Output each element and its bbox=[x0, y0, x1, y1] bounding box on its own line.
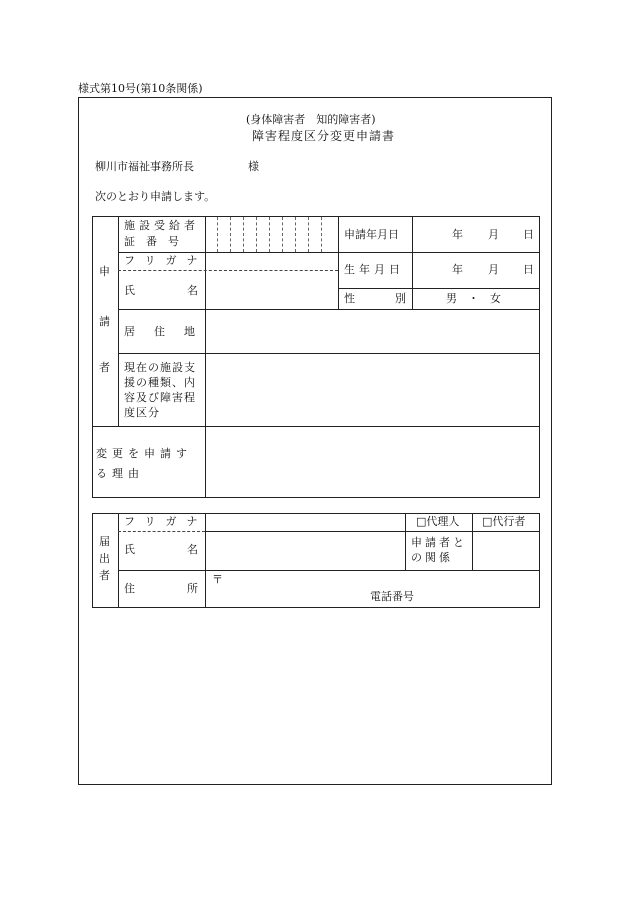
birth-month: 月 bbox=[488, 263, 499, 276]
apply-date-month: 月 bbox=[488, 228, 499, 241]
birth-label: 生年月日 bbox=[344, 263, 404, 276]
relation-label: 申請者との関係 bbox=[411, 536, 467, 564]
apply-date-day: 日 bbox=[523, 228, 534, 241]
phone-label: 電話番号 bbox=[370, 590, 414, 603]
applicant-side-label-1: 申 bbox=[99, 265, 110, 278]
address-label: 居 住 地 bbox=[124, 325, 199, 338]
addressee: 柳川市福祉事務所長 bbox=[95, 160, 194, 173]
reason-label: 変更を申請する理由 bbox=[96, 447, 192, 480]
apply-date-label: 申請年月日 bbox=[344, 228, 399, 241]
submitter-furigana-label: フリガナ bbox=[124, 515, 208, 528]
honorific: 様 bbox=[248, 160, 259, 173]
submitter-side-label-1: 届 bbox=[99, 535, 110, 548]
postal-mark: 〒 bbox=[212, 573, 223, 586]
gender-label: 性 別 bbox=[344, 292, 412, 305]
birth-year: 年 bbox=[452, 263, 463, 276]
submitter-name-label: 氏 名 bbox=[124, 543, 208, 556]
cert-label-line2: 証 番 号 bbox=[124, 235, 179, 248]
proxy-checkbox[interactable]: □代行者 bbox=[482, 515, 526, 528]
form-title: 障害程度区分変更申請書 bbox=[252, 129, 396, 143]
submitter-side-label-2: 出 bbox=[99, 552, 110, 565]
applicant-furigana-label: フリガナ bbox=[124, 254, 208, 267]
form-subtitle: (身体障害者 知的障害者) bbox=[246, 113, 376, 126]
apply-date-year: 年 bbox=[452, 228, 463, 241]
submitter-side-label-3: 者 bbox=[99, 569, 110, 582]
applicant-name-label: 氏 名 bbox=[124, 284, 208, 297]
applicant-side-label-3: 者 bbox=[99, 361, 110, 374]
cert-label-line1: 施設受給者 bbox=[124, 219, 199, 232]
current-support-label: 現在の施設支援の種類、内容及び障害程度区分 bbox=[124, 361, 196, 419]
birth-day: 日 bbox=[523, 263, 534, 276]
submitter-address-label: 住 所 bbox=[124, 582, 208, 595]
applicant-side-label-2: 請 bbox=[99, 315, 110, 328]
intro-text: 次のとおり申請します。 bbox=[95, 190, 216, 203]
form-number: 様式第10号(第10条関係) bbox=[78, 82, 203, 95]
gender-options: 男 ・ 女 bbox=[446, 292, 501, 305]
agent-checkbox[interactable]: □代理人 bbox=[416, 515, 460, 528]
